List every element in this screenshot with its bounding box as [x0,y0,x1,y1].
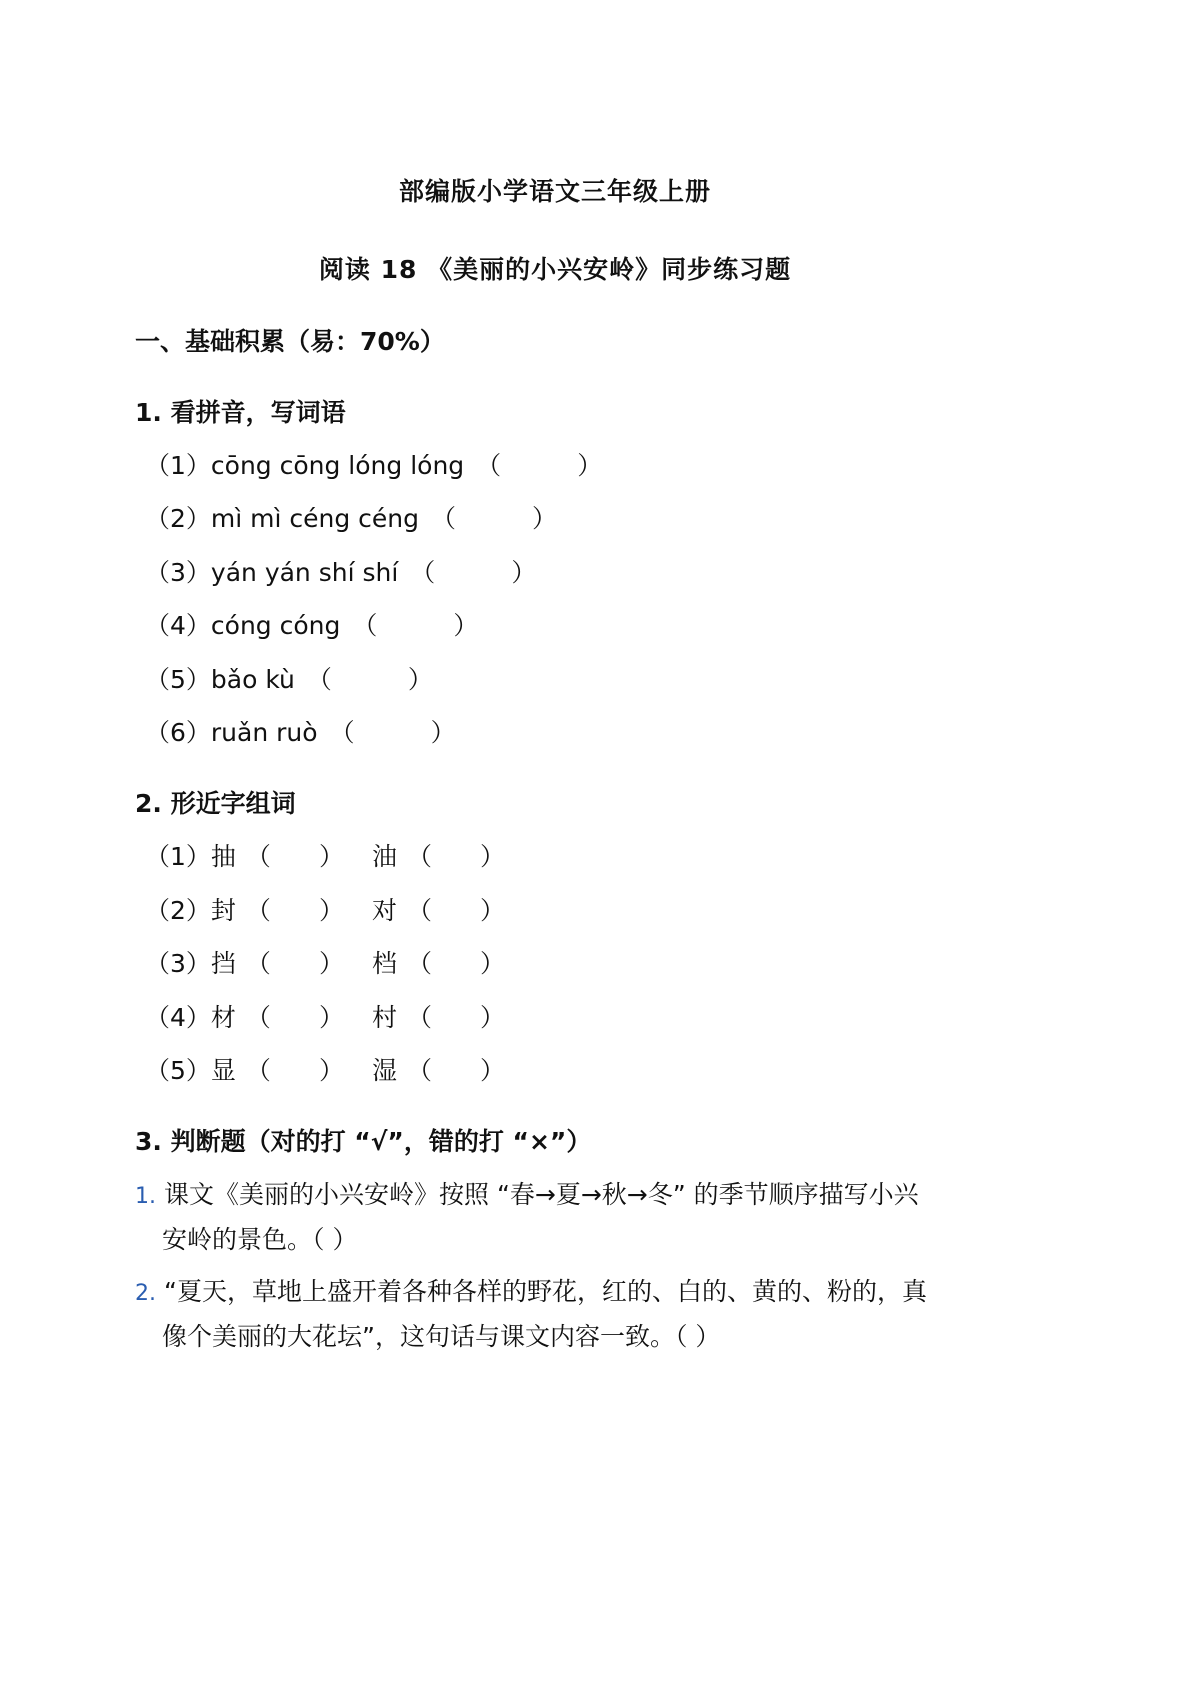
item-number: （4） [145,1003,211,1032]
char-a: 挡 [210,949,236,978]
item-number: （2） [145,896,211,925]
page-title: 部编版小学语文三年级上册 [398,177,711,206]
answer-open-paren: （ [306,665,332,694]
char-pair-item [145,944,505,980]
item-number: （4） [145,611,211,640]
answer-close-paren: ） [453,611,479,640]
char-a: 封 [210,896,236,925]
item-number: 1. [135,1184,156,1209]
answer-open-paren: （ [329,718,355,747]
pinyin-item [145,553,536,589]
answer-open-paren: （ [476,451,502,480]
statement-line: 课文《美丽的小兴安岭》按照 “春→夏→秋→冬” 的季节顺序描写小兴 [164,1180,919,1209]
answer-close-paren: ） [407,665,433,694]
question-2-heading: 2. 形近字组词 [135,789,296,818]
char-pair-item [145,891,505,927]
char-b: 油 [371,842,397,871]
question-1-heading: 1. 看拼音，写词语 [135,398,346,427]
item-number: （2） [145,504,211,533]
pinyin-text: bǎo kù [210,665,295,694]
item-number: （3） [145,949,211,978]
answer-open-paren: （ [406,842,432,871]
answer-open-paren: （ [406,1056,432,1085]
answer-close-paren: ） [479,949,505,978]
char-pair-item [145,1051,505,1087]
answer-close-paren: ） [479,1056,505,1085]
item-number: （5） [145,665,211,694]
section-heading: 一、基础积累（易：70%） [135,327,445,356]
answer-close-paren: ） [318,896,344,925]
pinyin-text: cóng cóng [210,611,341,640]
answer-open-paren: （ [245,842,271,871]
answer-close-paren: ） [318,842,344,871]
char-pair-item [145,837,505,873]
char-a: 材 [210,1003,236,1032]
answer-close-paren: ） [318,949,344,978]
char-pair-item [145,998,505,1034]
item-number: （6） [145,718,211,747]
pinyin-text: yán yán shí shí [210,558,399,587]
statement-line: 像个美丽的大花坛”，这句话与课文内容一致。（ ） [162,1322,721,1351]
answer-open-paren: （ [245,1056,271,1085]
question-3-heading: 3. 判断题（对的打 “√”，错的打 “×”） [135,1127,592,1156]
answer-close-paren: ） [577,451,603,480]
answer-close-paren: ） [479,896,505,925]
answer-open-paren: （ [406,949,432,978]
true-false-item [135,1175,919,1256]
char-b: 湿 [371,1056,397,1085]
pinyin-item [145,660,433,696]
answer-open-paren: （ [410,558,436,587]
char-b: 村 [371,1003,397,1032]
answer-open-paren: （ [431,504,457,533]
pinyin-item [145,499,557,535]
item-number: （3） [145,558,211,587]
answer-open-paren: （ [245,1003,271,1032]
answer-open-paren: （ [245,896,271,925]
char-a: 抽 [210,842,236,871]
pinyin-item [145,446,602,482]
pinyin-text: ruǎn ruò [210,718,318,747]
answer-close-paren: ） [479,842,505,871]
item-number: （1） [145,451,211,480]
item-number: （1） [145,842,211,871]
answer-open-paren: （ [245,949,271,978]
page-subtitle: 阅读 18 《美丽的小兴安岭》同步练习题 [318,255,792,284]
pinyin-text: cōng cōng lóng lóng [210,451,465,480]
answer-close-paren: ） [318,1003,344,1032]
answer-close-paren: ） [479,1003,505,1032]
answer-close-paren: ） [511,558,537,587]
answer-close-paren: ） [532,504,558,533]
pinyin-item [145,606,478,642]
answer-open-paren: （ [352,611,378,640]
char-b: 档 [371,949,397,978]
true-false-item [135,1272,927,1353]
answer-close-paren: ） [318,1056,344,1085]
char-b: 对 [371,896,397,925]
statement-line: 安岭的景色。（ ） [162,1225,358,1254]
item-number: （5） [145,1056,211,1085]
statement-line: “夏天，草地上盛开着各种各样的野花，红的、白的、黄的、粉的，真 [164,1277,927,1306]
answer-open-paren: （ [406,896,432,925]
char-a: 显 [210,1056,236,1085]
pinyin-text: mì mì céng céng [210,504,420,533]
pinyin-item [145,713,456,749]
answer-open-paren: （ [406,1003,432,1032]
item-number: 2. [135,1281,156,1306]
answer-close-paren: ） [430,718,456,747]
